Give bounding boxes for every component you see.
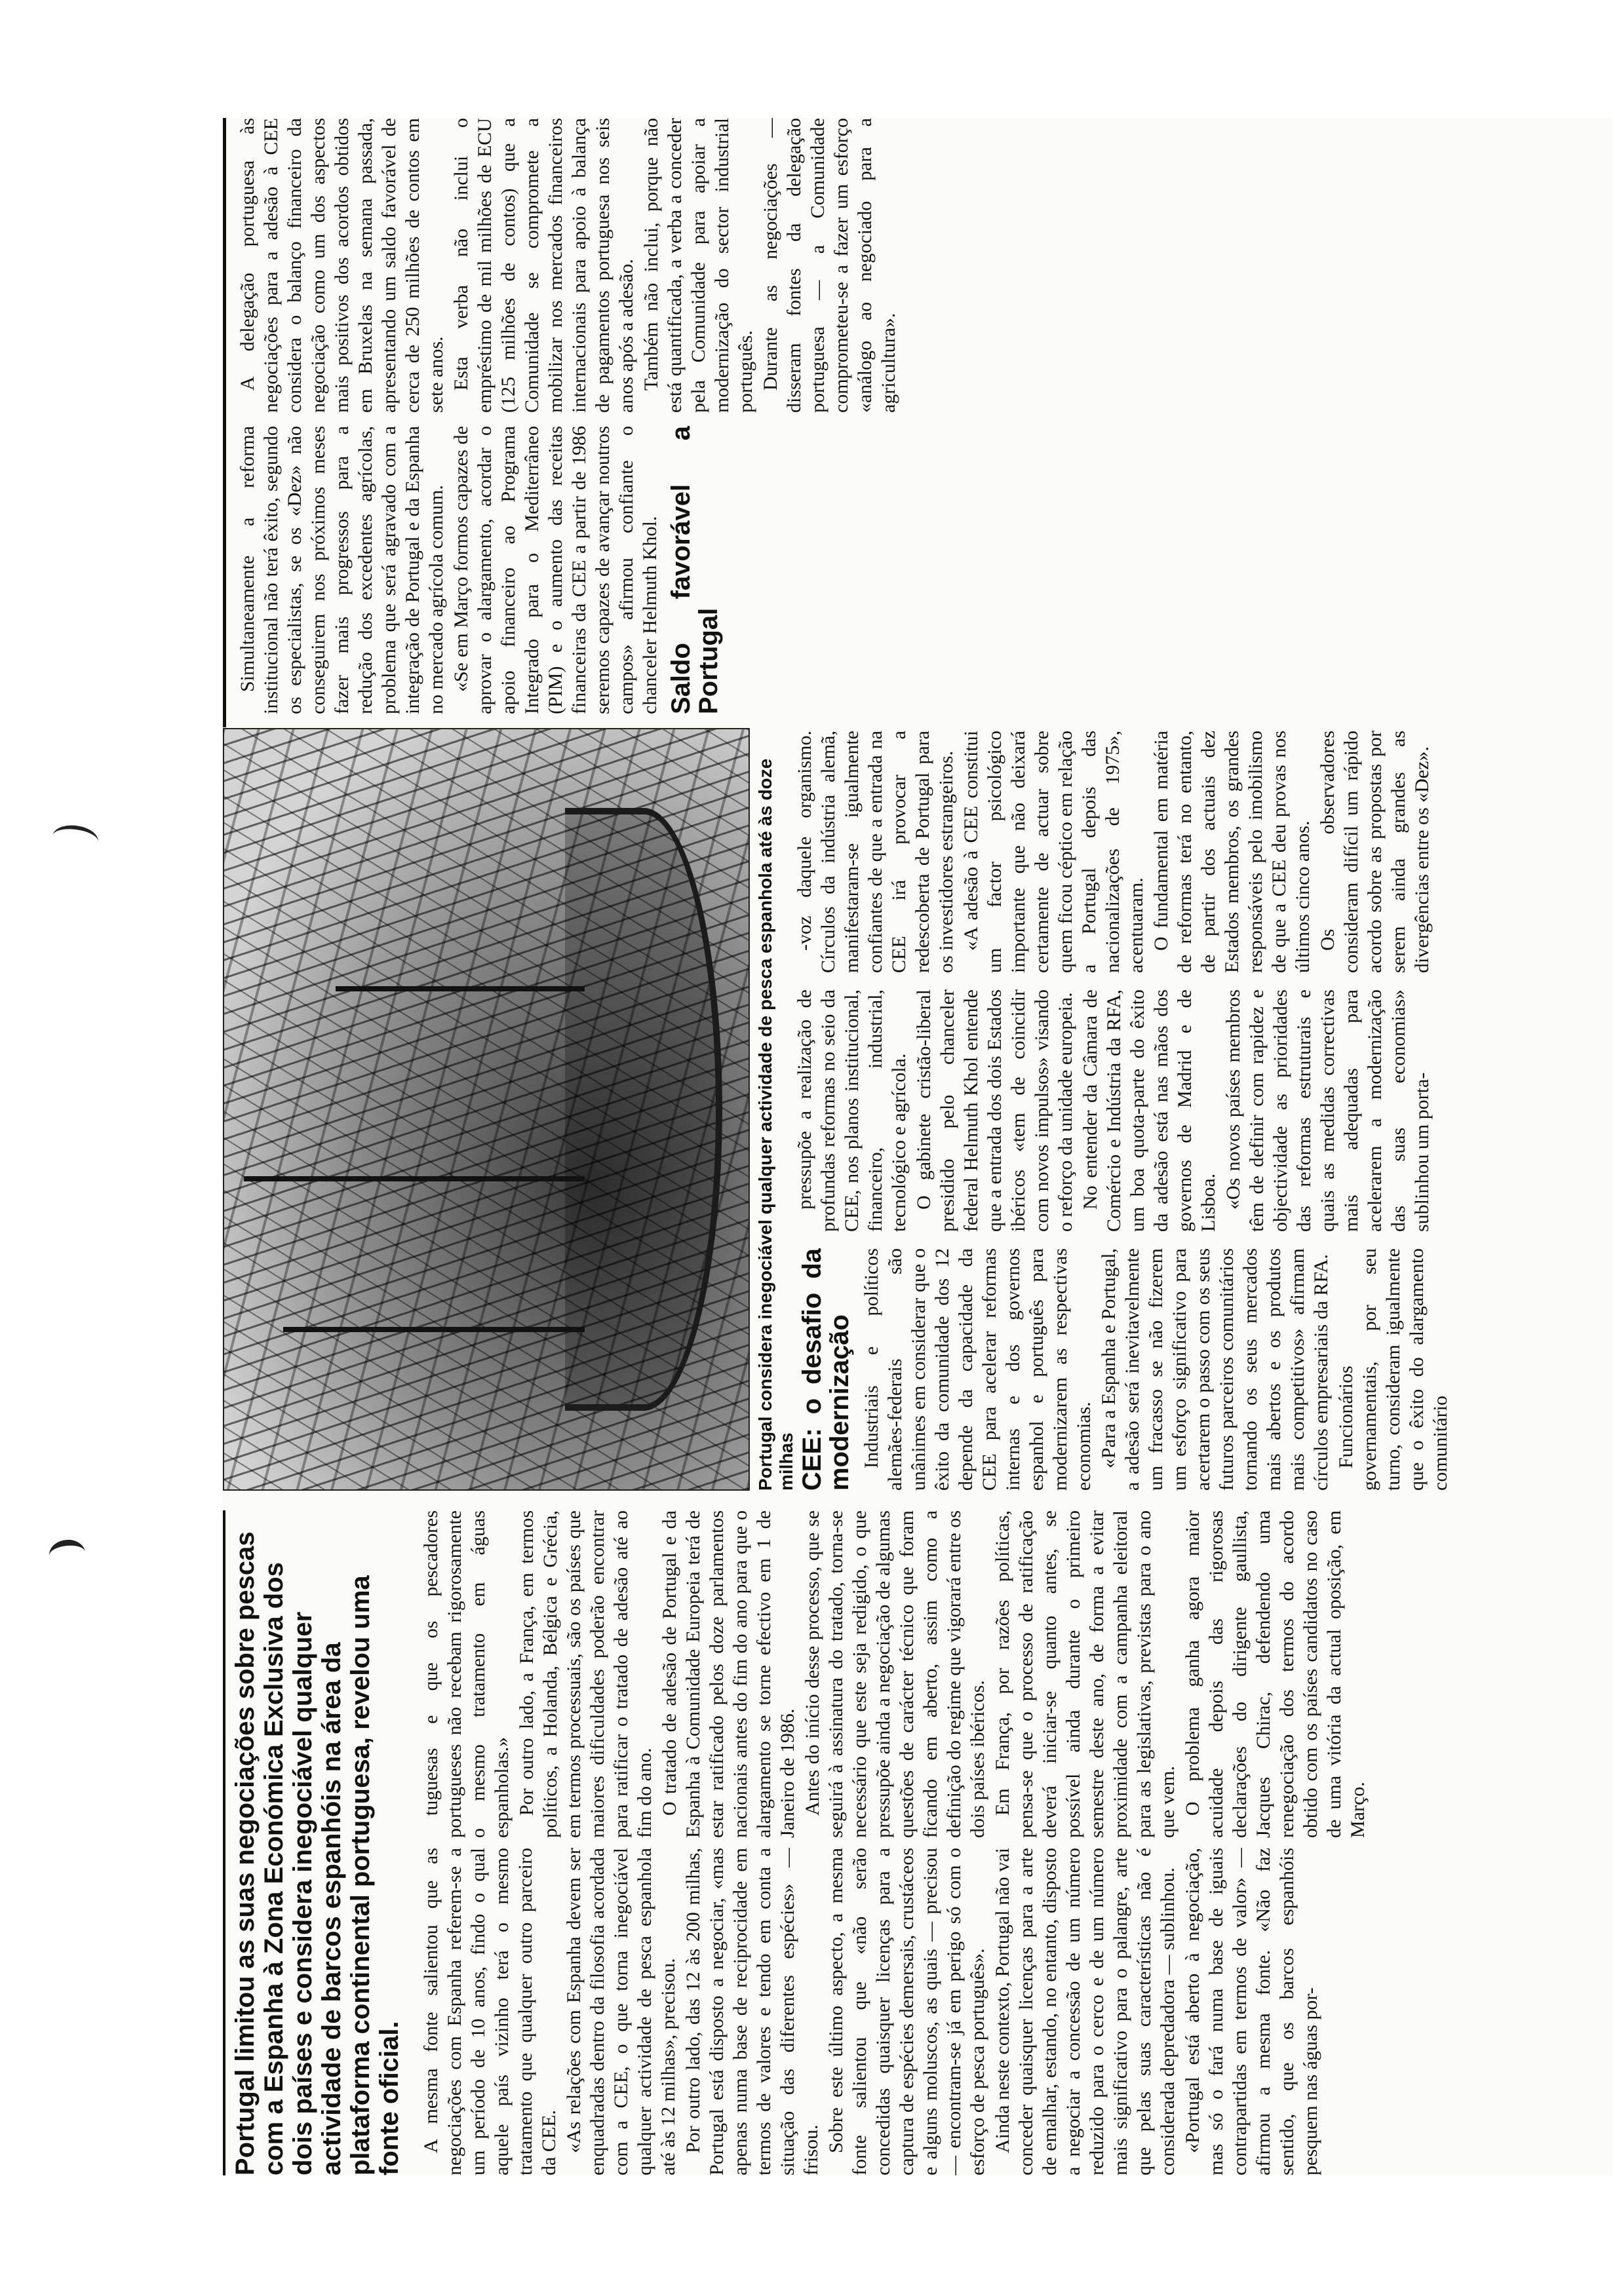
paragraph: O fundamental em matéria de reformas terá no entanto, de partir dos actuais dez Estados membros, os grandes responsáveis pelo imobilismo de que a CEE deu provas nos últimos cinco anos. [1150,731,1313,973]
boat-mast [336,986,585,991]
paragraph: «Para a Espanha e Portugal, a adesão será inevitavelmente um fracasso se não fizerem um esforço significativo para acertarem o passo com os seus futuros parceiros comunitários tornando os seus mercados mais abertos e os produtos mais competitivos» afirmam círculos empresariais da RFA. [1098,1248,1332,1491]
paragraph: «As relações com Espanha devem ser enquadradas dentro da filosofia acordada com a CEE, o que torna inegociável qualquer actividade de pesca espanhola até às 12 milhas», precisou. [563,1848,679,2175]
fishing-boats-photo [223,728,750,1491]
column-6 [236,426,1612,714]
paragraph: pressupõe a realização de profundas reformas no seio da CEE, nos planos institucional, financeiro, industrial, tecnológico e agrícola. [794,989,910,1232]
scan-mark [48,1538,87,1570]
paragraph: -voz daquele organismo. Círculos da indústria alemã, manifestaram-se igualmente confiantes de que a entrada na CEE irá provocar a redescoberta de Portugal para os investidores estrangeiros. [794,731,957,973]
paragraph: Por outro lado, a França, em termos políticos, a Holanda, Bélgica e Grécia, em termos processuais, são os países que maiores dificuldades poderão encontrar para ratificar o tratado de adesão até ao fim do ano. [516,1510,655,1838]
paragraph: A mesma fonte salientou que as negociações com Espanha referem-se a um período de 10 anos, findo o qual aquele país vizinho terá o mesmo tratamento que qualquer outro parceiro da CEE. [420,1848,560,2175]
column-5 [793,731,1612,973]
paragraph: Sobre este último aspecto, a mesma fonte salientou que «não serão concedidas quaisquer licenças para a captura de espécies demersais, crustáceos e alguns moluscos, as quais — precisou — encontram-se já em perigo só com o esforço de pesca português». [825,1848,988,2175]
paragraph: O tratado de adesão de Portugal e da Espanha à Comunidade Europeia terá de estar ratificado pelos doze parlamentos nacionais antes do fim do ano para que o alargamento se torne efectivo em 1 de Janeiro de 1986. [659,1510,798,1838]
photo-caption: Portugal considera inegociável qualquer actividade de pesca espanhola até às doze milhas [755,758,796,1491]
paragraph: Industriais e políticos alemães-federais são unânimes em considerar que o êxito da comunidade dos 12 depende da capacidade da CEE para acelerar reformas internas e dos governos espanhol e português para modernizarem as respectivas economias. [861,1248,1095,1491]
paragraph: Antes do início desse processo, que se seguirá à assinatura do tratado, torna-se necessário que este seja redigido, o que pressupõe ainda a negociação de algumas questões de carácter técnico que foram ficando em aberto, assim como a definição do regime que vigorará entre os dois países ibéricos. [802,1510,988,1838]
paragraph: «Se em Março formos capazes de aprovar o alargamento, acordar o apoio financeiro ao Programa Integrado para o Mediterrâneo (PIM) e o aumento das receitas financeiras da CEE a partir de 1986 seremos capazes de avançar noutros campos» afirmou confiante o chanceler Helmuth Khol. [450,426,661,714]
boat-mast [283,1327,585,1332]
paragraph: A delegação portuguesa às negociações para a adesão à CEE considera o balanço financeiro da negociação como um dos aspectos mais positivos dos acordos obtidos em Bruxelas na semana passada, apresentando um saldo favorável de cerca de 250 milhões de contos em sete anos. [237,118,447,413]
headline-rule [223,1510,225,2175]
paragraph: tuguesas e que os pescadores portugueses não recebam rigorosamente o mesmo tratamento em águas espanholas.» [420,1510,513,1838]
paragraph: Esta verba não inclui o empréstimo de mil milhões de ECU (125 milhões de contos) que a Comunidade se compromete a mobilizar nos mercados financeiros internacionais para apoio à balança de pagamentos portuguesa nos seis anos após a adesão. [450,118,637,413]
headline [223,1510,404,2175]
column-1 [419,1848,1612,2175]
headline-text: Portugal limitou as suas negociações sobre pescas com a Espanha à Zona Económica Exclusiva dos dois países e considera inegociável qualquer actividade de barcos espanhóis na área da plataforma continental portuguesa, revelou uma fonte oficial. [231,1531,404,2175]
boat-hull [565,808,722,1411]
column-7 [236,118,1612,413]
paragraph: «A adesão à CEE constitui um factor psicológico importante que não deixará certamente de actuar sobre quem ficou céptico em relação a Portugal depois das nacionalizações de 1975», acentuaram. [960,731,1147,973]
paragraph: Funcionários governamentais, por seu turno, consideram igualmente que o êxito do alargamento comunitário [1335,1248,1451,1491]
newspaper-page [223,118,1612,2175]
paragraph: «Os novos países membros têm de definir com rapidez e objectividade as prioridades das reformas estruturais e quais as medidas correctivas mais adequadas para acelerarem a modernização das suas economias» sublinhou um porta- [1222,989,1433,1232]
paragraph: Também não inclui, porque não está quantificada, a verba a conceder pela Comunidade para apoiar a modernização do sector industrial português. [640,118,756,413]
paragraph: Os observadores consideram difícil um rápido acordo sobre as propostas por serem ainda grandes as divergências entre os «Dez». [1317,731,1433,973]
paragraph: «Portugal está aberto à negociação, mas só o fará numa base de iguais contrapartidas em termos de valor» — afirmou a mesma fonte. «Não faz sentido, que os barcos espanhóis pesquem nas águas por- [1182,1848,1321,2175]
scan-mark [51,822,100,854]
paragraph: Em França, por razões políticas, pensa-se que o processo de ratificação deverá iniciar-se quanto antes, se possível ainda durante o primeiro semestre deste ano, de forma a evitar proximidade com a campanha eleitoral para as legislativas, previstas para o ano que vem. [992,1510,1178,1838]
paragraph: Durante as negociações — disseram fontes da delegação portuguesa — a Comunidade comprometeu-se a fazer um esforço «análogo ao negociado para a agricultura». [760,118,899,413]
paragraph: Ainda neste contexto, Portugal não vai conceder quaisquer licenças para a arte de emalhar, estando, no entanto, disposto a negociar a concessão de um número reduzido para o cerco e de um número mais significativo para o palangre, arte que pelas suas características não é considerada depredadora — sublinhou. [992,1848,1178,2175]
column-4 [793,989,1612,1232]
column-rule [223,118,226,727]
paragraph: Simultaneamente a reforma institucional não terá êxito, segundo os especialistas, se os «Dez» não conseguirem nos próximos meses fazer mais progressos para a redução dos excedentes agrícolas, problema que será agravado com a integração de Portugal e da Espanha no mercado agrícola comum. [237,426,447,714]
subhead-saldo: Saldo favorável a Portugal [667,426,723,714]
paragraph: O gabinete cristão-liberal presidido pelo chanceler federal Helmuth Khol entende que a entrada dos dois Estados ibéricos «tem de coincidir com novos impulsos» visando o reforço da unidade europeia. [913,989,1076,1232]
paragraph: Por outro lado, das 12 às 200 milhas, Portugal está disposto a negociar, «mas apenas numa base de reciprocidade em termos de valores e tendo em conta a situação das diferentes espécies» — frisou. [682,1848,822,2175]
column-2 [419,1510,1612,1838]
column-3 [793,1248,1612,1491]
paragraph: No entender da Câmara de Comércio e Indústria da RFA, um boa quota-parte do êxito da adesão está nas mãos dos governos de Madrid e de Lisboa. [1080,989,1219,1232]
boat-mast [244,1176,585,1181]
paragraph: O problema ganha agora maior acuidade depois das rigorosas declarações do dirigente gaullista, Jacques Chirac, defendendo uma renegociação dos termos do acordo obtido com os países candidatos no caso de uma vitória da actual oposição, em Março. [1182,1510,1369,1838]
subhead-modernizacao: CEE: o desafio da modernização [798,1248,854,1491]
